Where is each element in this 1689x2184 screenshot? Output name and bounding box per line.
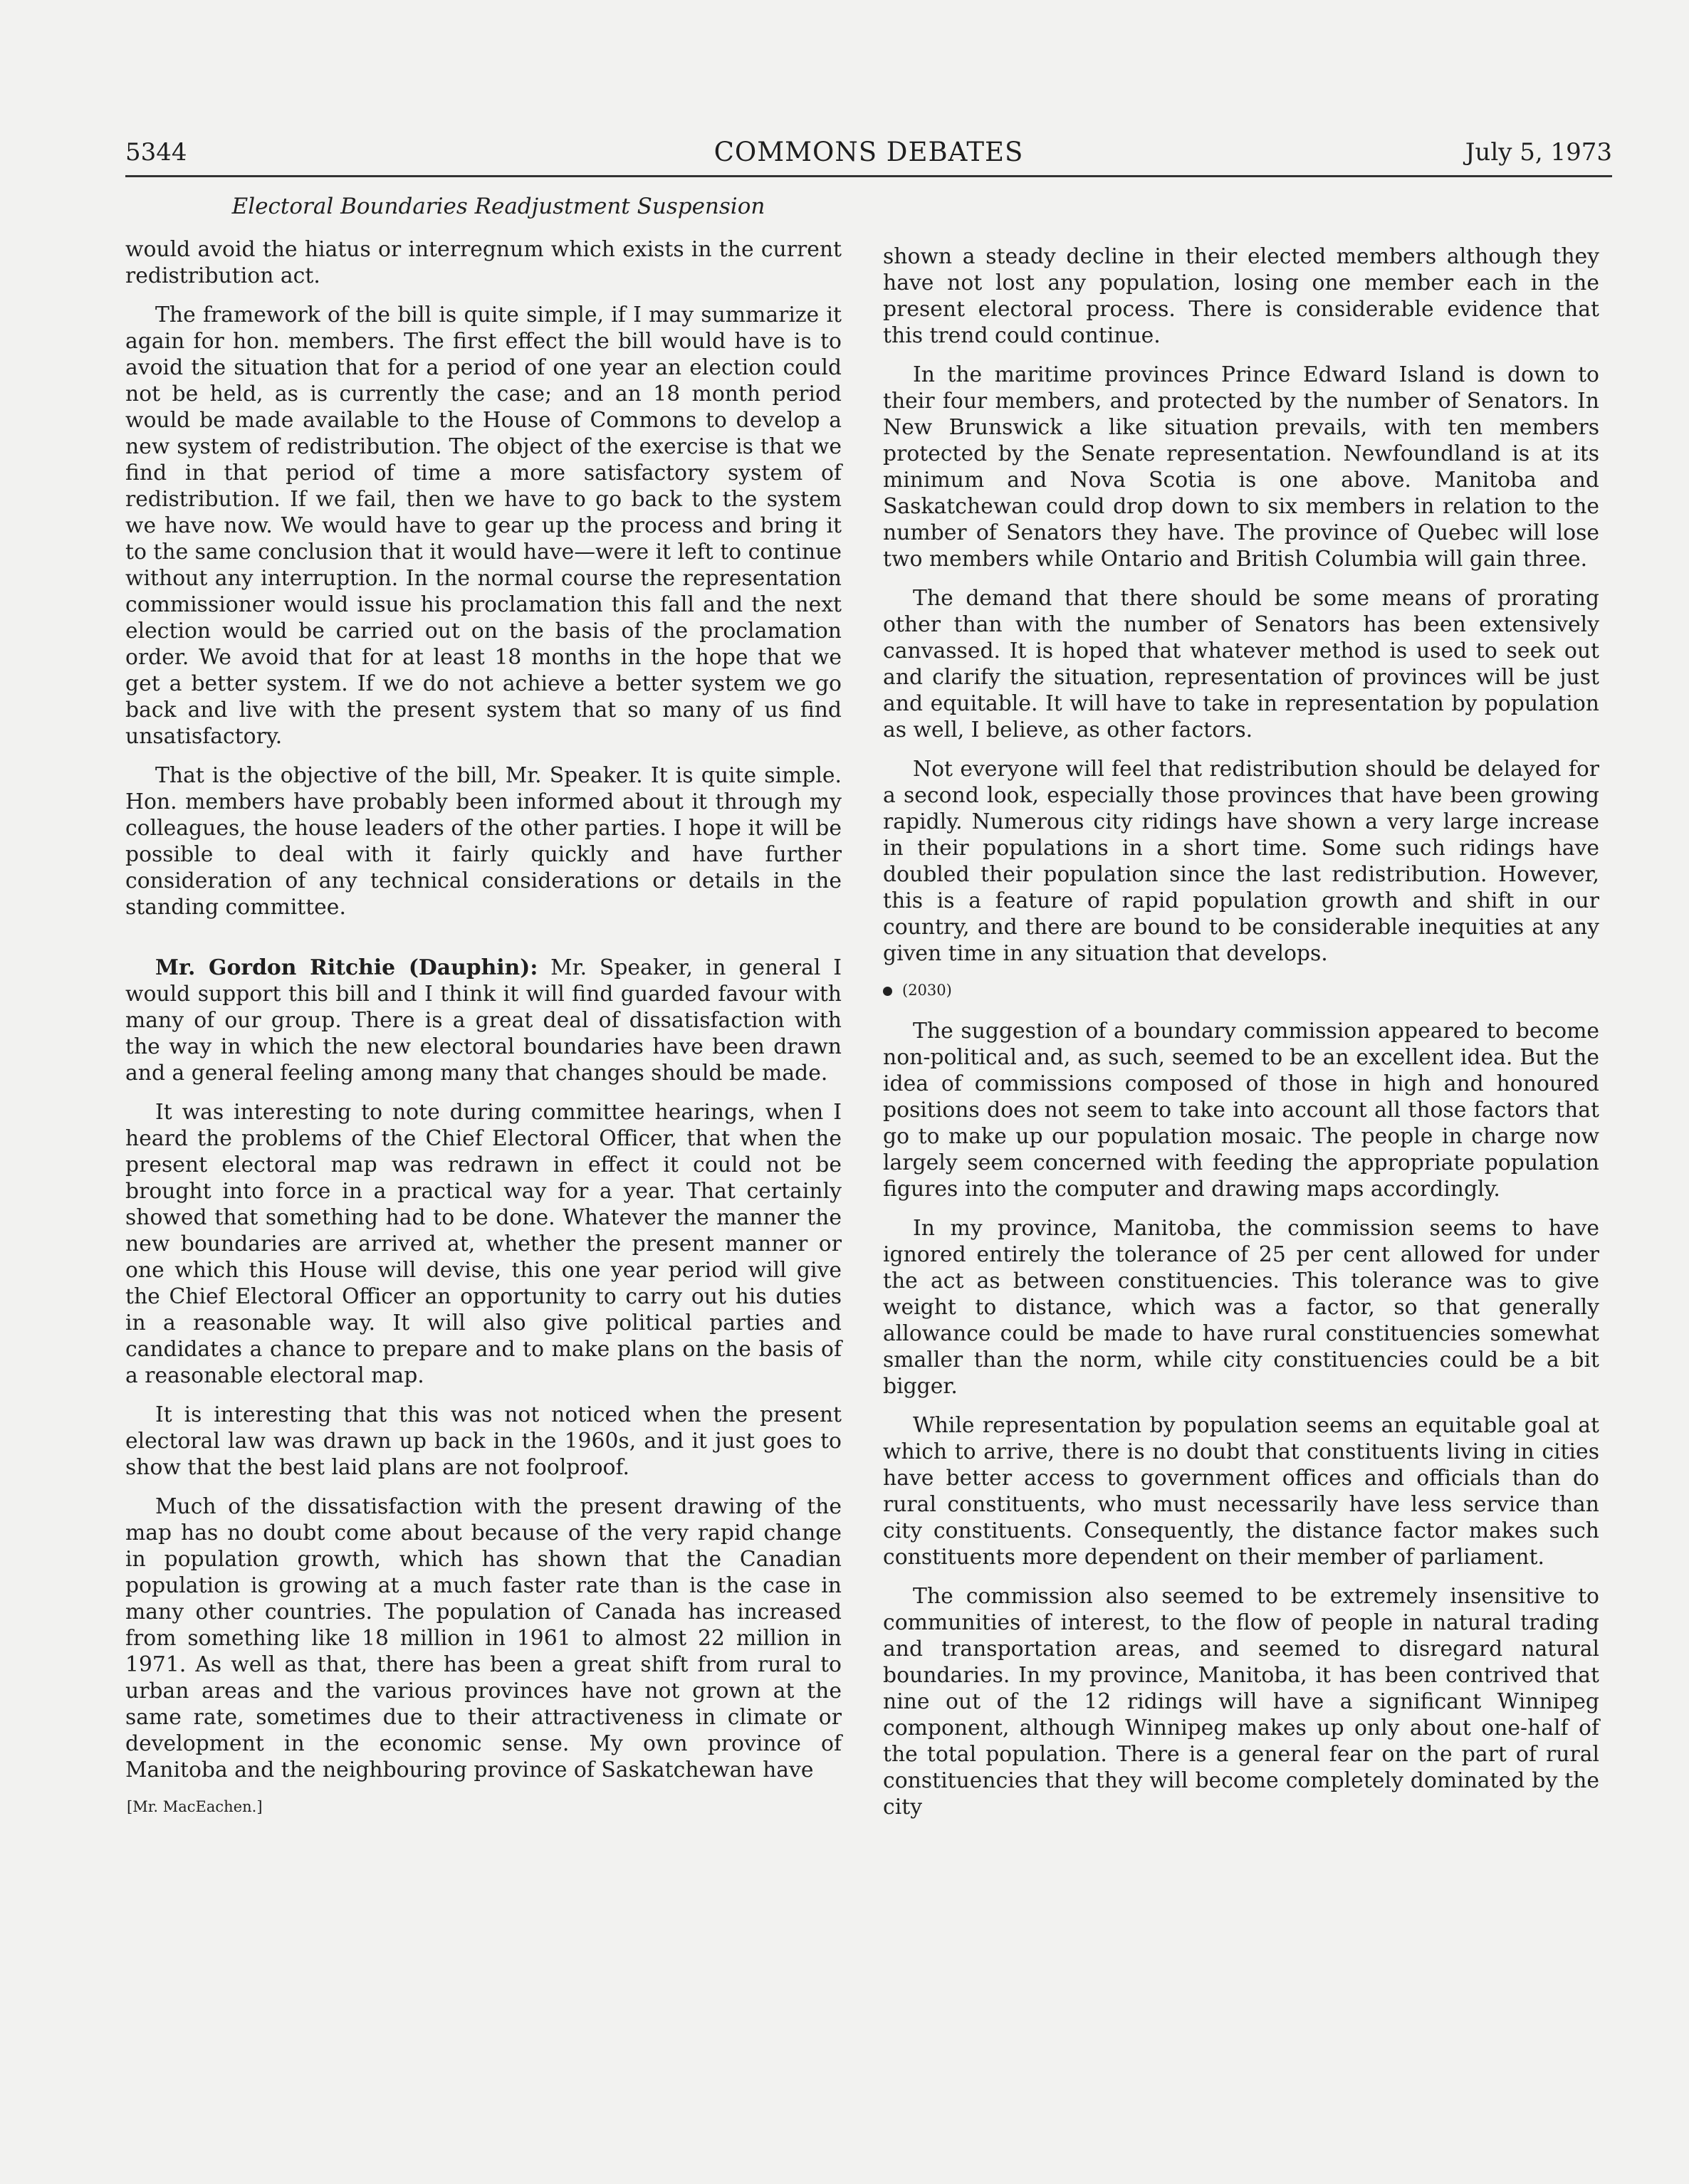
section-heading: Electoral Boundaries Readjustment Suspension (231, 194, 765, 219)
paragraph: It is interesting that this was not noticed when the present electoral law was drawn up back in the 1960s, and it just goes to show that the best laid plans are not foolproof. (125, 1402, 842, 1480)
page-number: 5344 (125, 138, 187, 167)
paragraph: Not everyone will feel that redistribution should be delayed for a second look, especially those provinces that have been growing rapidly. Numerous city ridings have shown a very large increase in their populations in a short time. Some such ridings have doubled their population since the last redistribution. However, this is a feature of rapid population growth and shift in our country, and there are bound to be considerable inequities at any given time in any situation that develops. (883, 757, 1599, 966)
paragraph: The suggestion of a boundary commission appeared to become non-political and, as such, seemed to be an excellent idea. But the idea of commissions composed of those in high and honoured positions does not seem to take into account all those factors that go to make up our population mosaic. The people in charge now largely seem concerned with feeding the appropriate population figures into the computer and drawing maps accordingly. (883, 1019, 1599, 1202)
speaker-attribution: [Mr. MacEachen.] (127, 1798, 263, 1815)
speech-paragraph (125, 955, 842, 1086)
bullet-icon (883, 987, 892, 996)
speaker-name: Mr. Gordon Ritchie (Dauphin): (155, 955, 538, 980)
publication-date: July 5, 1973 (1465, 138, 1612, 167)
paragraph: The demand that there should be some means of prorating other than with the number of Senators has been extensively canvassed. It is hoped that whatever method is used to seek out and clarify the situation, representation of provinces will be just and equitable. It will have to take in representation by population as well, I believe, as other factors. (883, 586, 1599, 742)
paragraph: Much of the dissatisfaction with the present drawing of the map has no doubt come about because of the very rapid change in population growth, which has shown that the Canadian population is growing at a much faster rate than is the case in many other countries. The population of Canada has increased from something like 18 million in 1961 to almost 22 million in 1971. As well as that, there has been a great shift from rural to urban areas and the various provinces have not grown at the same rate, sometimes due to their attractiveness in climate or development in the economic sense. My own province of Manitoba and the neighbouring province of Saskatchewan have (125, 1494, 842, 1783)
paragraph: shown a steady decline in their elected members although they have not lost any population, losing one member each in the present electoral process. There is considerable evidence that this trend could continue. (883, 244, 1599, 348)
left-column (125, 189, 842, 1817)
paragraph: While representation by population seems an equitable goal at which to arrive, there is no doubt that constituents living in cities have better access to government offices and officials than do rural constituents, who must necessarily have less service than city constituents. Consequently, the distance factor makes such constituents more dependent on their member of parliament. (883, 1413, 1599, 1570)
time-marker (883, 980, 1599, 1001)
time-stamp: (2030) (902, 982, 952, 999)
paragraph: The commission also seemed to be extremely insensitive to communities of interest, to the flow of people in natural trading and transportation areas, and seemed to disregard natural boundaries. In my province, Manitoba, it has been contrived that nine out of the 12 ridings will have a significant Winnipeg component, although Winnipeg makes up only about one-half of the total population. There is a general fear on the part of rural constituencies that they will become completely dominated by the city (883, 1584, 1599, 1820)
paragraph: would avoid the hiatus or interregnum which exists in the current redistribution act. (125, 237, 842, 288)
paragraph: It was interesting to note during committee hearings, when I heard the problems of the Chief Electoral Officer, that when the present electoral map was redrawn in effect it could not be brought into force in a practical way for a year. That certainly showed that something had to be done. Whatever the manner the new boundaries are arrived at, whether the present manner or one which this House will devise, this one year period will give the Chief Electoral Officer an opportunity to carry out his duties in a reasonable way. It will also give political parties and candidates a chance to prepare and to make plans on the basis of a reasonable electoral map. (125, 1100, 842, 1388)
paragraph: In my province, Manitoba, the commission seems to have ignored entirely the tolerance of 25 per cent allowed for under the act as between constituencies. This tolerance was to give weight to distance, which was a factor, so that generally allowance could be made to have rural constituencies somewhat smaller than the norm, while city constituencies could be a bit bigger. (883, 1216, 1599, 1399)
paragraph: The framework of the bill is quite simple, if I may summarize it again for hon. members. The first effect the bill would have is to avoid the situation that for a period of one year an election could not be held, as is currently the case; and an 18 month period would be made available to the House of Commons to develop a new system of redistribution. The object of the exercise is that we find in that period of time a more satisfactory system of redistribution. If we fail, then we have to go back to the system we have now. We would have to gear up the process and bring it to the same conclusion that it would have—were it left to continue without any interruption. In the normal course the representation commissioner would issue his proclamation this fall and the next election would be carried out on the basis of the proclamation order. We avoid that for at least 18 months in the hope that we get a better system. If we do not achieve a better system we go back and live with the present system that so many of us find unsatisfactory. (125, 303, 842, 749)
paragraph: In the maritime provinces Prince Edward Island is down to their four members, and protected by the number of Senators. In New Brunswick a like situation prevails, with ten members protected by the Senate representation. Newfoundland is at its minimum and Nova Scotia is one above. Manitoba and Saskatchewan could drop down to six members in relation to the number of Senators they have. The province of Quebec will lose two members while Ontario and British Columbia will gain three. (883, 362, 1599, 572)
paragraph: That is the objective of the bill, Mr. Speaker. It is quite simple. Hon. members have probably been informed about it through my colleagues, the house leaders of the other parties. I hope it will be possible to deal with it fairly quickly and have further consideration of any technical considerations or details in the standing committee. (125, 763, 842, 920)
publication-title: COMMONS DEBATES (713, 137, 1024, 167)
page-header (125, 135, 1612, 177)
right-column (883, 243, 1599, 1833)
speech-text: Mr. Speaker, in general I would support this bill and I think it will find guarded favour with many of our group. There is a great deal of dissatisfaction with the way in which the new electoral boundaries have been drawn and a general feeling among many that changes should be made. (125, 955, 842, 1086)
